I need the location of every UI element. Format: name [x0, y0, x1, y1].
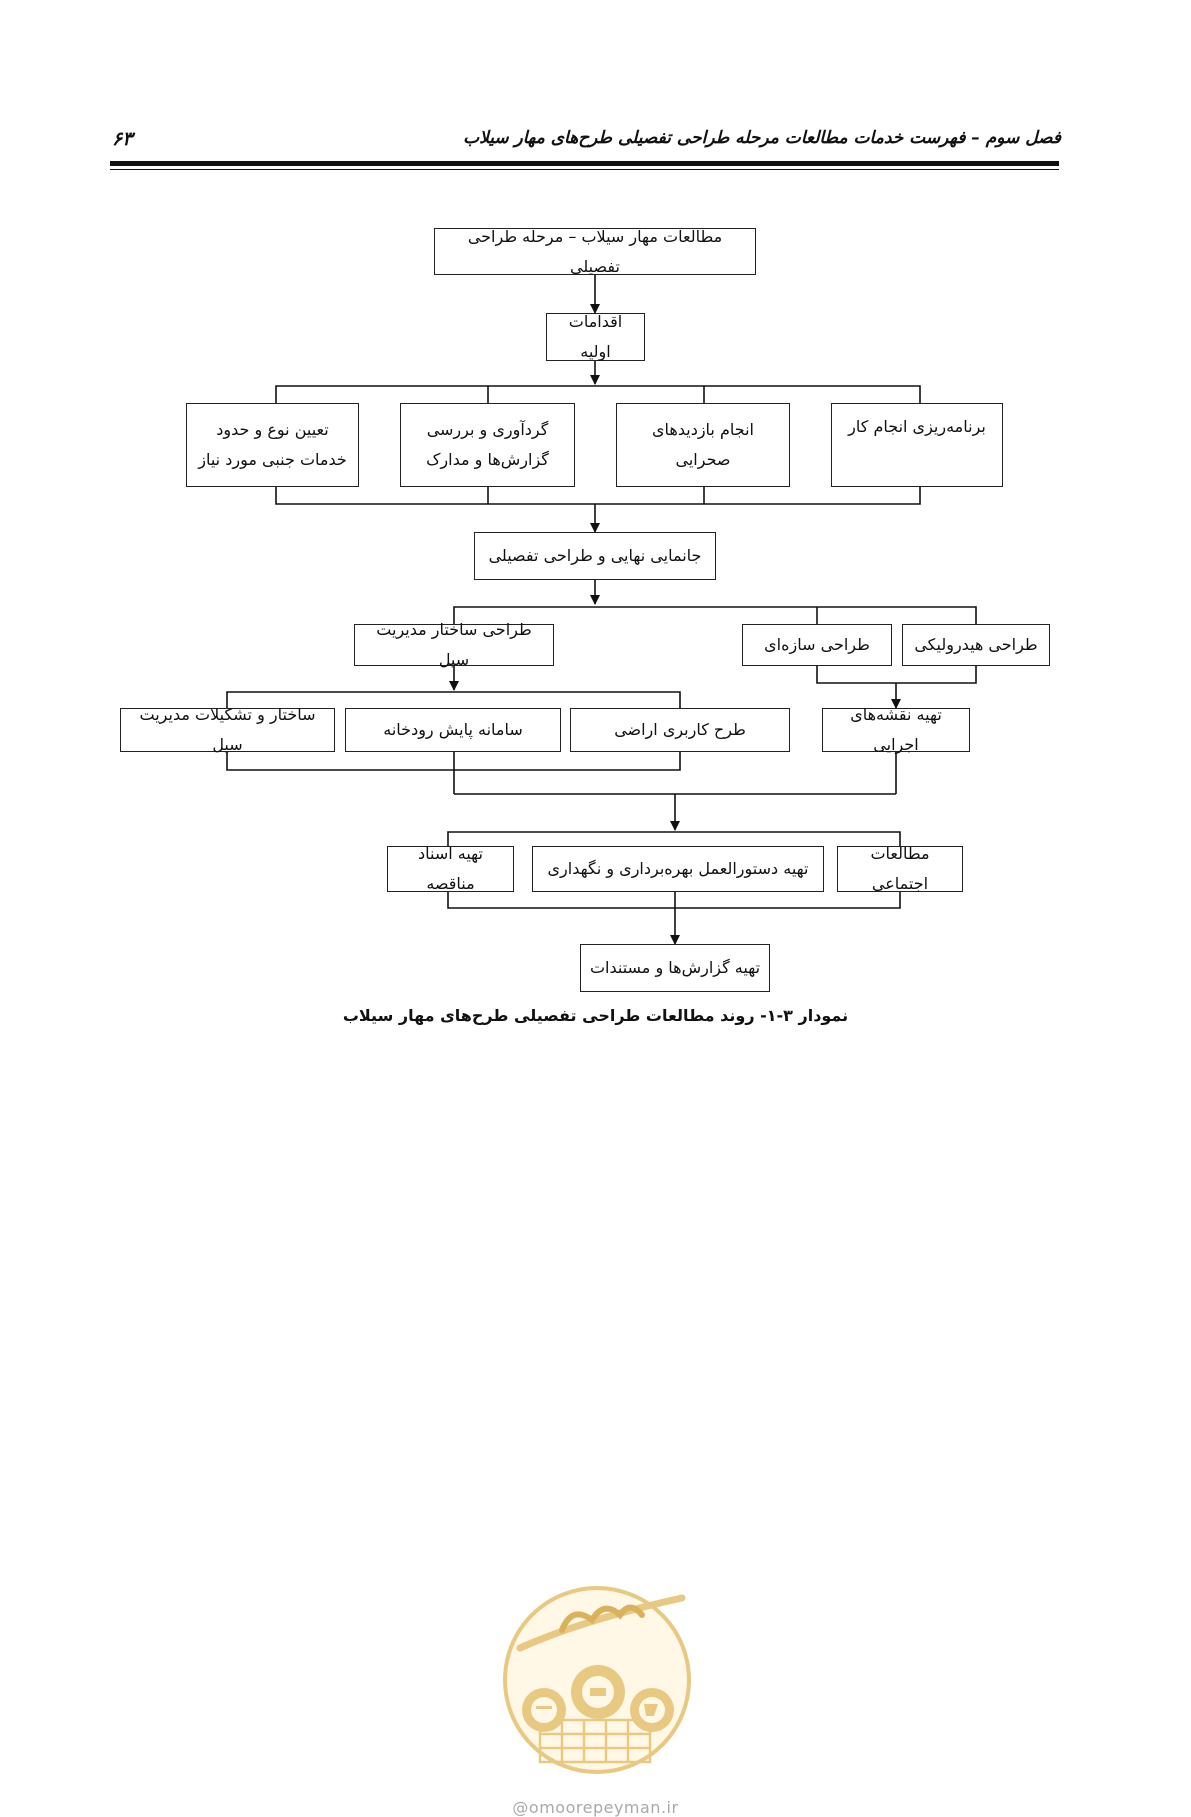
node-tender-documents: تهیه اسناد مناقصه: [387, 846, 514, 892]
figure-caption: نمودار ۳-۱- روند مطالعات طراحی تفصیلی طرح‌های مهار سیلاب: [342, 1006, 849, 1025]
node-side-services-line2: خدمات جنبی مورد نیاز: [198, 450, 347, 469]
node-work-planning: [831, 403, 1003, 487]
bus-top-row4: [448, 832, 900, 846]
node-land-use-plan: طرح کاربری اراضی: [570, 708, 790, 752]
node-collect-review: [400, 403, 575, 487]
watermark-logo: [492, 1570, 702, 1800]
node-final-siting: جانمایی نهایی و طراحی تفصیلی: [474, 532, 716, 580]
node-field-visits-line1: انجام بازدیدهای: [652, 420, 754, 440]
node-side-services: [186, 403, 359, 487]
page-number: ۶۳: [112, 128, 133, 150]
node-river-monitoring: سامانه پایش رودخانه: [345, 708, 561, 752]
node-work-planning-label: برنامه‌ریزی انجام کار: [848, 417, 986, 436]
node-field-visits: [616, 403, 790, 487]
node-collect-review-line2: گزارش‌ها و مدارک: [426, 450, 549, 469]
node-hydraulic-design: طراحی هیدرولیکی: [902, 624, 1050, 666]
node-structural-design: طراحی سازه‌ای: [742, 624, 892, 666]
node-flood-mgmt-structure-design: طراحی ساختار مدیریت سیل: [354, 624, 554, 666]
bus-bottom-row4: [448, 892, 900, 908]
node-flood-mgmt-organization: ساختار و تشکیلات مدیریت سیل: [120, 708, 335, 752]
node-reports-documents: تهیه گزارش‌ها و مستندات: [580, 944, 770, 992]
header-title: فصل سوم – فهرست خدمات مطالعات مرحله طراحی تفصیلی طرح‌های مهار سیلاب: [463, 128, 1061, 148]
bus-bottom-row1: [276, 487, 920, 504]
node-operation-maintenance: تهیه دستورالعمل بهره‌برداری و نگهداری: [532, 846, 824, 892]
node-initial-actions: اقدامات اولیه: [546, 313, 645, 361]
node-executive-drawings: تهیه نقشه‌های اجرایی: [822, 708, 970, 752]
merge-hyd-struct: [817, 666, 976, 683]
watermark-url: @omoorepeyman.ir: [512, 1798, 679, 1817]
node-side-services-line1: تعیین نوع و حدود: [216, 420, 329, 440]
node-social-studies: مطالعات اجتماعی: [837, 846, 963, 892]
node-field-visits-line2: صحرایی: [675, 450, 731, 469]
node-root: مطالعات مهار سیلاب – مرحله طراحی تفصیلی: [434, 228, 756, 275]
bus-top-row1: [276, 386, 920, 403]
node-collect-review-line1: گردآوری و بررسی: [426, 420, 549, 440]
